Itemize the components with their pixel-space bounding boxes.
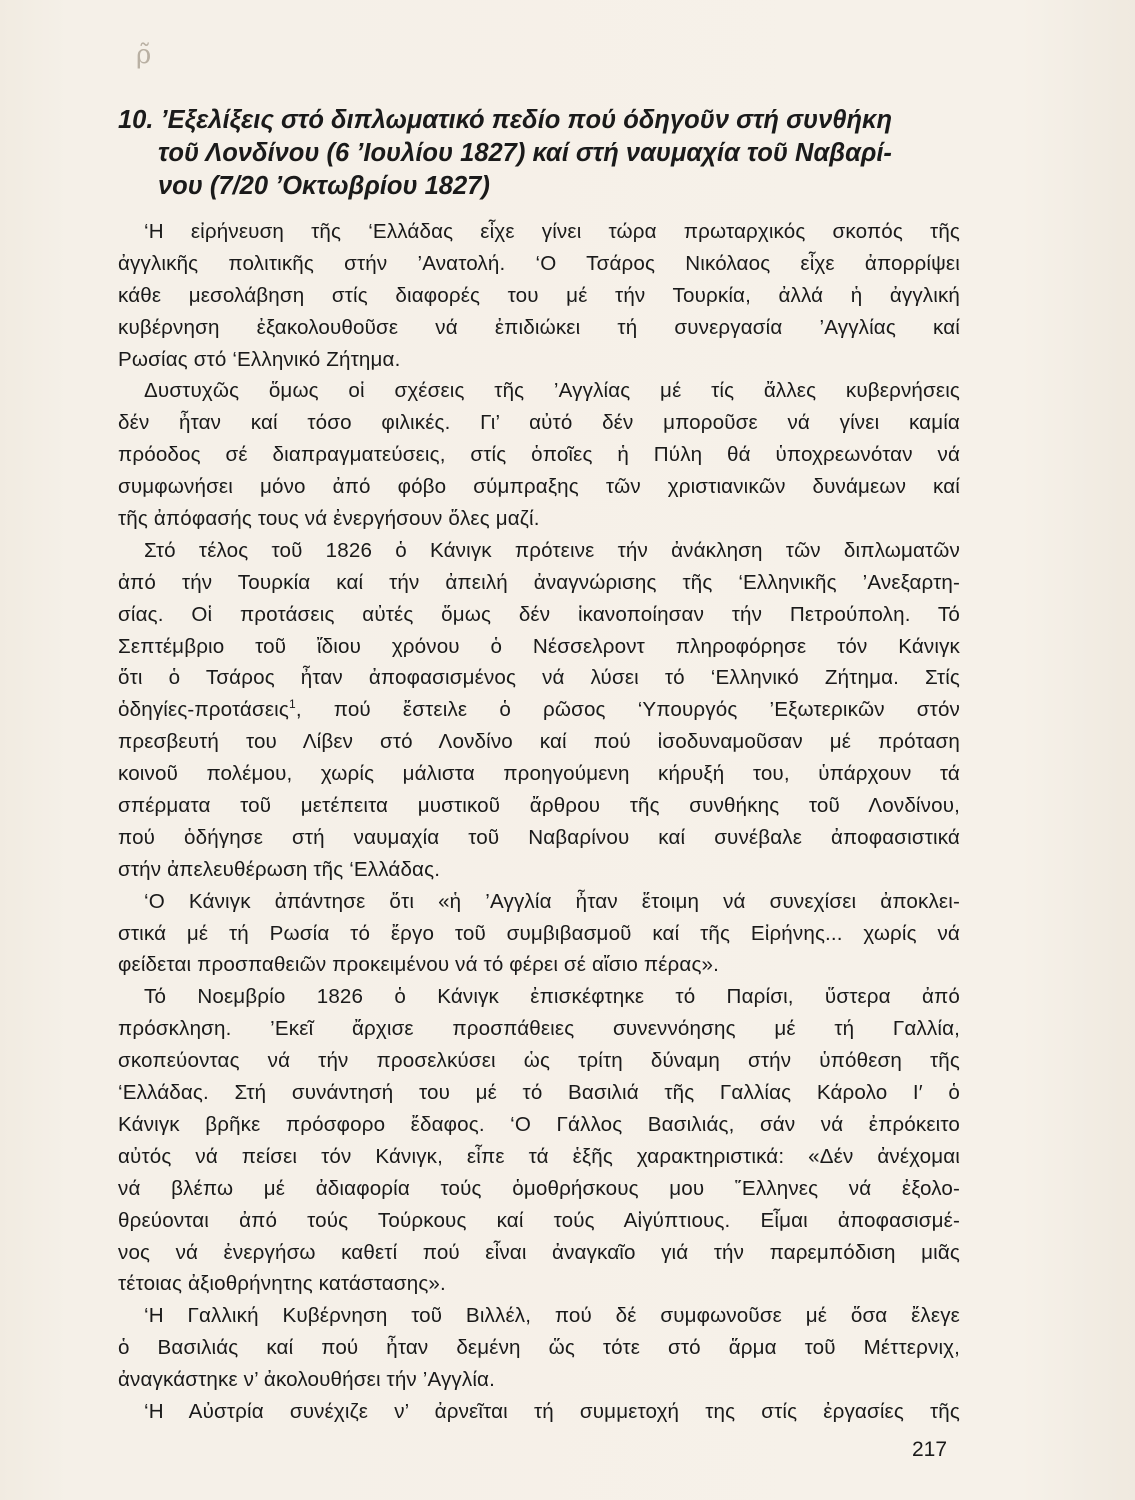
text-line: ὁδηγίες-προτάσεις$^1$, πού ἔστειλε ὁ ρῶσος ‘Υπουργός ’Εξωτερικῶν στόν [118, 697, 960, 722]
page-corner-mark: ρ̃ [136, 40, 152, 70]
text-line: ‘Η εἰρήνευση τῆς ‘Ελλάδας εἶχε γίνει τώρα πρωταρχικός σκοπός τῆς [144, 220, 960, 243]
text-line: τῆς ἀπόφασής τους νά ἐνεργήσουν ὅλες μαζί. [118, 507, 540, 531]
text-line: θρεύονται ἀπό τούς Τούρκους καί τούς Αἰγύπτιους. Εἶμαι ἀποφασισμέ- [118, 1208, 960, 1232]
heading-line-2: τοῦ Λονδίνου (6 ’Ιουλίου 1827) καί στή ναυμαχία τοῦ Ναβαρί- [158, 139, 892, 167]
text-line: ὅτι ὁ Τσάρος ἦταν ἀποφασισμένος νά λύσει τό ‘Ελληνικό Ζήτημα. Στίς [118, 666, 960, 690]
text-line: ‘Ο Κάνιγκ ἀπάντησε ὅτι «ἡ ’Αγγλία ἦταν ἕτοιμη νά συνεχίσει ἀποκλει- [144, 889, 960, 913]
text-line: πρόσκληση. ’Εκεῖ ἄρχισε προσπάθειες συνεννόησης μέ τή Γαλλία, [118, 1017, 960, 1041]
text-line: σπέρματα τοῦ μετέπειτα μυστικοῦ ἄρθρου τῆς συνθήκης τοῦ Λονδίνου, [118, 794, 960, 818]
text-line: νά βλέπω μέ ἀδιαφορία τούς ὁμοθρήσκους μου ῞Ελληνες νά ἐξολο- [118, 1176, 960, 1200]
text-line: Δυστυχῶς ὅμως οἱ σχέσεις τῆς ’Αγγλίας μέ τίς ἄλλες κυβερνήσεις [144, 379, 960, 403]
text-line: πρεσβευτή του Λίβεν στό Λονδίνο καί πού ἰσοδυναμοῦσαν μέ πρόταση [118, 730, 960, 754]
text-line: κάθε μεσολάβηση στίς διαφορές του μέ τήν Τουρκία, ἀλλά ἡ ἀγγλική [118, 283, 960, 307]
text-line: δέν ἦταν καί τόσο φιλικές. Γι’ αὐτό δέν μποροῦσε νά γίνει καμία [118, 411, 960, 435]
footnote-marker[interactable]: 1 [288, 697, 296, 712]
text-line: Τό Νοεμβρίο 1826 ὁ Κάνιγκ ἐπισκέφτηκε τό Παρίσι, ὕστερα ἀπό [144, 985, 960, 1009]
text-line: στικά μέ τή Ρωσία τό ἔργο τοῦ συμβιβασμοῦ καί τῆς Εἰρήνης... χωρίς νά [118, 921, 960, 945]
text-line: ἀπό τήν Τουρκία καί τήν ἀπειλή ἀναγνώρισης τῆς ‘Ελληνικῆς ’Ανεξαρτη- [118, 570, 960, 594]
text-line: Σεπτέμβριο τοῦ ἴδιου χρόνου ὁ Νέσσελροντ πληροφόρησε τόν Κάνιγκ [118, 634, 960, 658]
text-line: ἀναγκάστηκε ν’ ἀκολουθήσει τήν ’Αγγλία. [118, 1368, 495, 1392]
text-line: ‘Η Γαλλική Κυβέρνηση τοῦ Βιλλέλ, πού δέ συμφωνοῦσε μέ ὅσα ἔλεγε [144, 1304, 960, 1328]
text-line: ‘Ελλάδας. Στή συνάντησή του μέ τό Βασιλιά τῆς Γαλλίας Κάρολο Ι′ ὁ [118, 1081, 960, 1105]
heading-line-1 [118, 104, 978, 137]
text-line: αὐτός νά πείσει τόν Κάνιγκ, εἶπε τά ἑξῆς χαρακτηριστικά: «Δέν ἀνέχομαι [118, 1144, 960, 1168]
heading-line-3: νου (7/20 ’Οκτωβρίου 1827) [158, 172, 490, 200]
page-number: 217 [912, 1438, 948, 1461]
text-line: σίας. Οἱ προτάσεις αὐτές ὅμως δέν ἱκανοποίησαν τήν Πετρούπολη. Τό [118, 602, 960, 626]
text-line: κοινοῦ πολέμου, χωρίς μάλιστα προηγούμενη κήρυξή του, ὑπάρχουν τά [118, 762, 960, 786]
text-line: πού ὁδήγησε στή ναυμαχία τοῦ Ναβαρίνου καί συνέβαλε ἀποφασιστικά [118, 825, 960, 849]
text-line: κυβέρνηση ἐξακολουθοῦσε νά ἐπιδιώκει τή συνεργασία ’Αγγλίας καί [118, 315, 960, 339]
text-line: σκοπεύοντας νά τήν προσελκύσει ὡς τρίτη δύναμη στήν ὑπόθεση τῆς [118, 1049, 960, 1073]
text-line: φείδεται προσπαθειῶν προκειμένου νά τό φέρει σέ αἴσιο πέρας». [118, 953, 719, 977]
heading-line-1-text: ’Εξελίξεις στό διπλωματικό πεδίο πού όδηγοῦν στή συνθήκη [153, 106, 893, 134]
text-line: πρόοδος σέ διαπραγματεύσεις, στίς ὁποῖες ἡ Πύλη θά ὑποχρεωνόταν νά [118, 443, 960, 467]
section-heading [118, 104, 978, 203]
body-text [118, 216, 960, 1428]
text-line: Ρωσίας στό ‘Ελληνικό Ζήτημα. [118, 347, 401, 371]
text-line: συμφωνήσει μόνο ἀπό φόβο σύμπραξης τῶν χριστιανικῶν δυνάμεων καί [118, 475, 960, 499]
heading-number: 10. [118, 106, 154, 134]
text-line: ἀγγλικῆς πολιτικῆς στήν ’Ανατολή. ‘Ο Τσάρος Νικόλαος εἶχε ἀπορρίψει [118, 251, 960, 275]
text-line: στήν ἀπελευθέρωση τῆς ‘Ελλάδας. [118, 857, 441, 881]
text-line: τέτοιας ἀξιοθρήνητης κατάστασης». [118, 1272, 446, 1296]
text-line: Κάνιγκ βρῆκε πρόσφορο ἔδαφος. ‘Ο Γάλλος Βασιλιάς, σάν νά ἐπρόκειτο [118, 1112, 960, 1136]
text-line: νος νά ἐνεργήσω καθετί πού εἶναι ἀναγκαῖο γιά τήν παρεμπόδιση μιᾶς [118, 1240, 960, 1264]
text-line: Στό τέλος τοῦ 1826 ὁ Κάνιγκ πρότεινε τήν ἀνάκληση τῶν διπλωματῶν [144, 538, 960, 562]
text-line: ὁ Βασιλιάς καί πού ἦταν δεμένη ὥς τότε στό ἅρμα τοῦ Μέττερνιχ, [118, 1336, 960, 1360]
text-line: ‘Η Αὐστρία συνέχιζε ν’ ἀρνεῖται τή συμμετοχή της στίς ἐργασίες τῆς [144, 1399, 960, 1423]
